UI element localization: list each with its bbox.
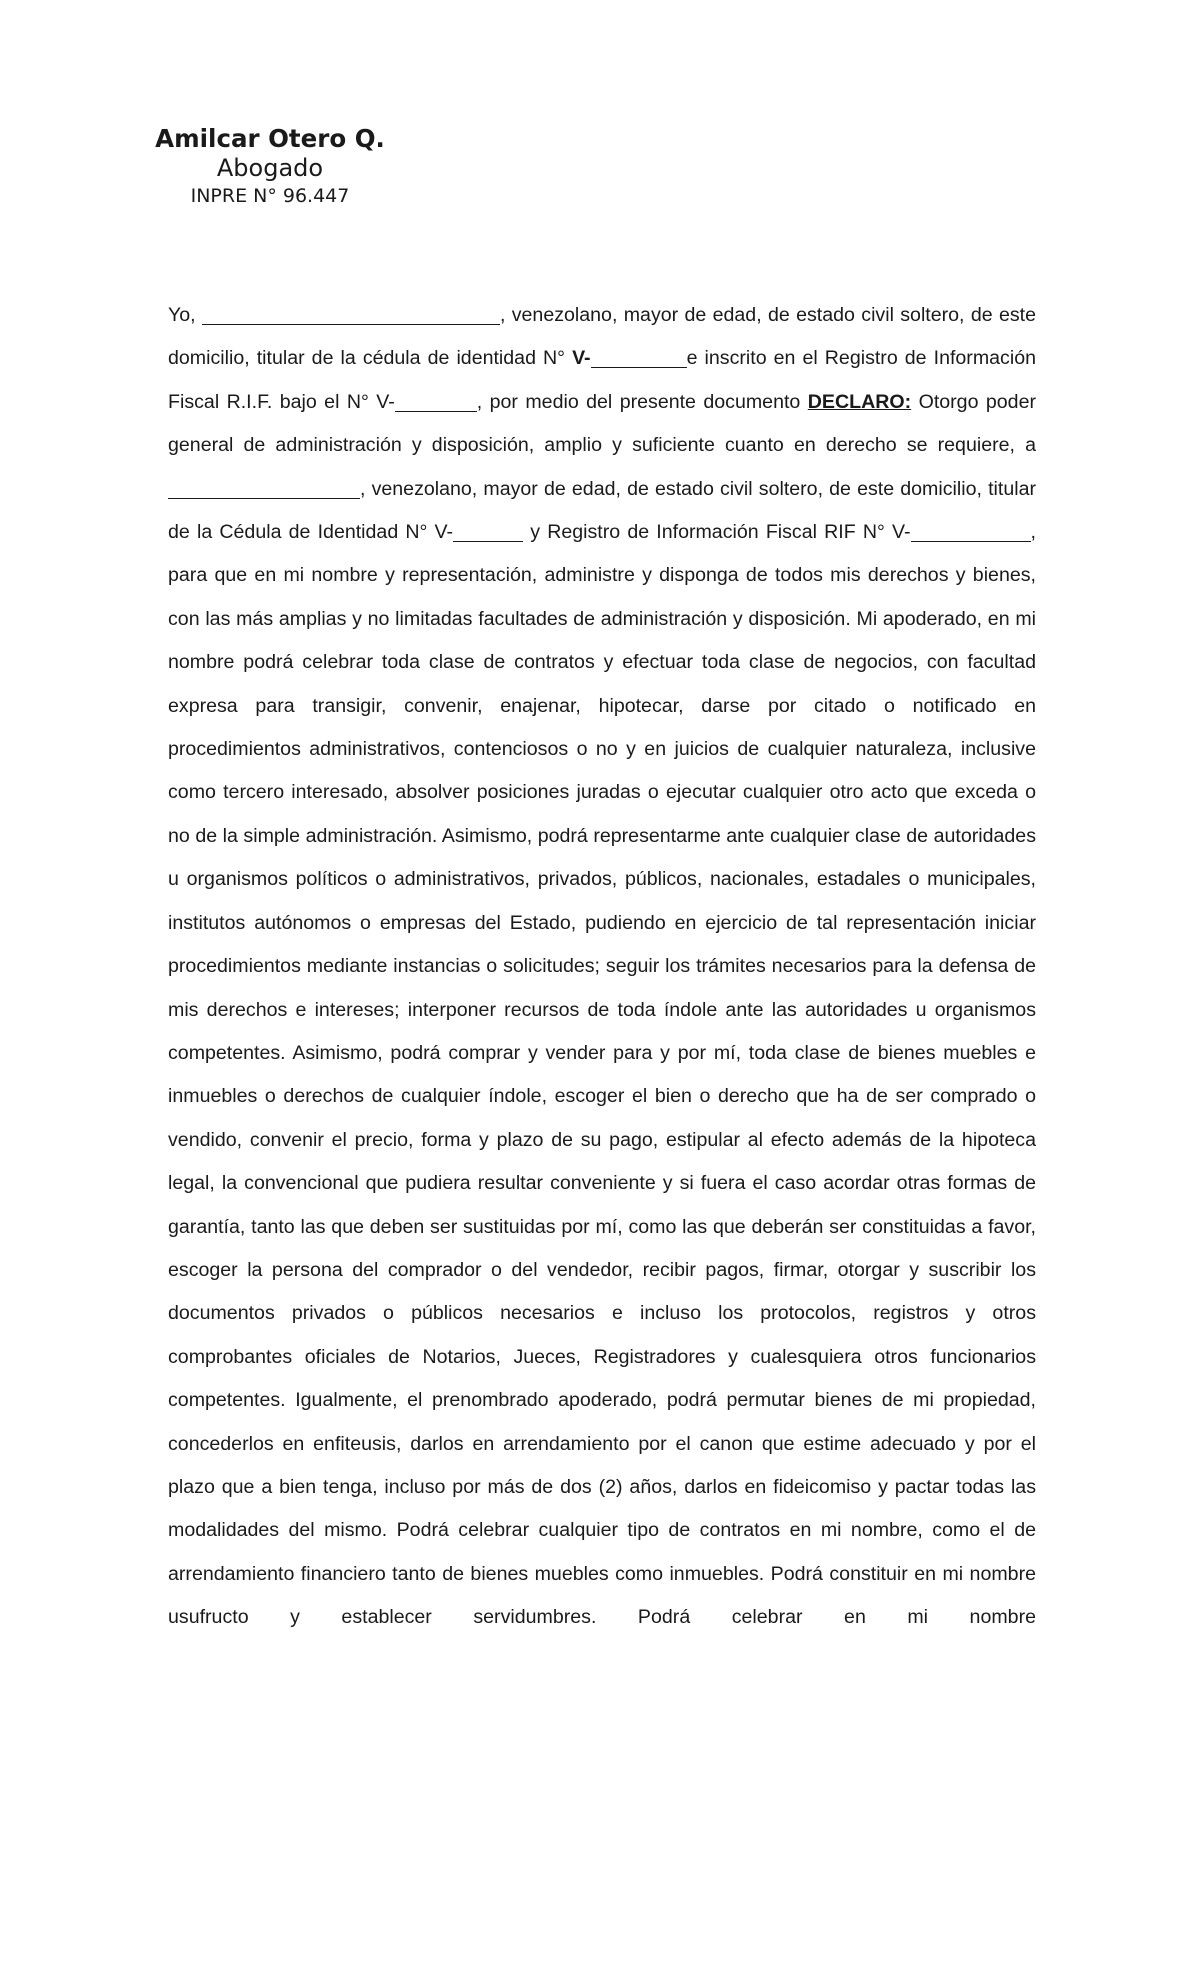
- power-of-attorney-text: [168, 294, 1036, 1640]
- lawyer-name: Amilcar Otero Q.: [155, 124, 385, 153]
- grantor-name-blank: [202, 304, 500, 325]
- id-prefix: V-: [572, 347, 591, 370]
- attorney-rif-blank: [911, 521, 1031, 542]
- document-body: [168, 294, 1036, 1640]
- body-text: Yo,: [168, 304, 202, 326]
- declaro-heading: DECLARO:: [807, 390, 912, 413]
- body-text: , venezolano, mayor de edad, de estado civil soltero, de este domicilio, titular de la cédula de identidad N°: [168, 304, 1036, 370]
- lawyer-title: Abogado: [216, 154, 324, 182]
- body-text: , para que en mi nombre y representación, administre y disponga de todos mis derechos y bienes, con las más amplias y no limitadas facultades de administración y disposición. Mi apoderado, en mi nombre podrá celebrar toda clase de contratos y efectuar toda clase de negocios, con facultad expresa para transigir, convenir, enajenar, hipotecar, darse por citado o notificado en procedimientos administrativos, contenciosos o no y en juicios de cualquier naturaleza, inclusive como tercero interesado, absolver posiciones juradas o ejecutar cualquier otro acto que exceda o no de la simple administración. Asimismo, podrá representarme ante cualquier clase de autoridades u organismos políticos o administrativos, privados, públicos, nacionales, estadales o municipales, institutos autónomos o empresas del Estado, pudiendo en ejercicio de tal representación iniciar procedimientos mediante instancias o solicitudes; seguir los trámites necesarios para la defensa de mis derechos e intereses; interponer recursos de toda índole ante las autoridades u organismos competentes. Asimismo, podrá comprar y vender para y por mí, toda clase de bienes muebles e inmuebles o derechos de cualquier índole, escoger el bien o derecho que ha de ser comprado o vendido, convenir el precio, forma y plazo de su pago, estipular al efecto además de la hipoteca legal, la convencional que pudiera resultar conveniente y si fuera el caso acordar otras formas de garantía, tanto las que deben ser sustituidas por mí, como las que deberán ser constituidas a favor, escoger la persona del comprador o del vendedor, recibir pagos, firmar, otorgar y suscribir los documentos privados o públicos necesarios e incluso los protocolos, registros y otros comprobantes oficiales de Notarios, Jueces, Registradores y cualesquiera otros funcionarios competentes. Igualmente, el prenombrado apoderado, podrá permutar bienes de mi propiedad, concederlos en enfiteusis, darlos en arrendamiento por el canon que estime adecuado y por el plazo que a bien tenga, incluso por más de dos (2) años, darlos en fideicomiso y pactar todas las modalidades del mismo. Podrá celebrar cualquier tipo de contratos en mi nombre, como el de arrendamiento financiero tanto de bienes muebles como inmuebles. Podrá constituir en mi nombre usufructo y establecer servidumbres. Podrá celebrar en mi nombre: [168, 521, 1036, 1629]
- body-text: , venezolano, mayor de edad, de estado civil soltero, de este domicilio, titular de la Cédula de Identidad N° V-: [168, 477, 1036, 544]
- body-text: Otorgo poder general de administración y disposición, amplio y suficiente cuanto en derecho se requiere, a: [168, 390, 1037, 457]
- letterhead: [140, 124, 400, 210]
- grantor-id-blank: [591, 347, 687, 368]
- body-text: e inscrito en el Registro de Información Fiscal R.I.F. bajo el N° V-: [168, 347, 1036, 413]
- grantor-rif-blank: [395, 391, 477, 412]
- body-text: y Registro de Información Fiscal RIF N° V-: [523, 521, 911, 544]
- attorney-name-blank: [168, 478, 360, 499]
- body-text: , por medio del presente documento: [476, 390, 808, 413]
- inpre-number: INPRE N° 96.447: [190, 185, 350, 207]
- attorney-id-blank: [453, 521, 523, 542]
